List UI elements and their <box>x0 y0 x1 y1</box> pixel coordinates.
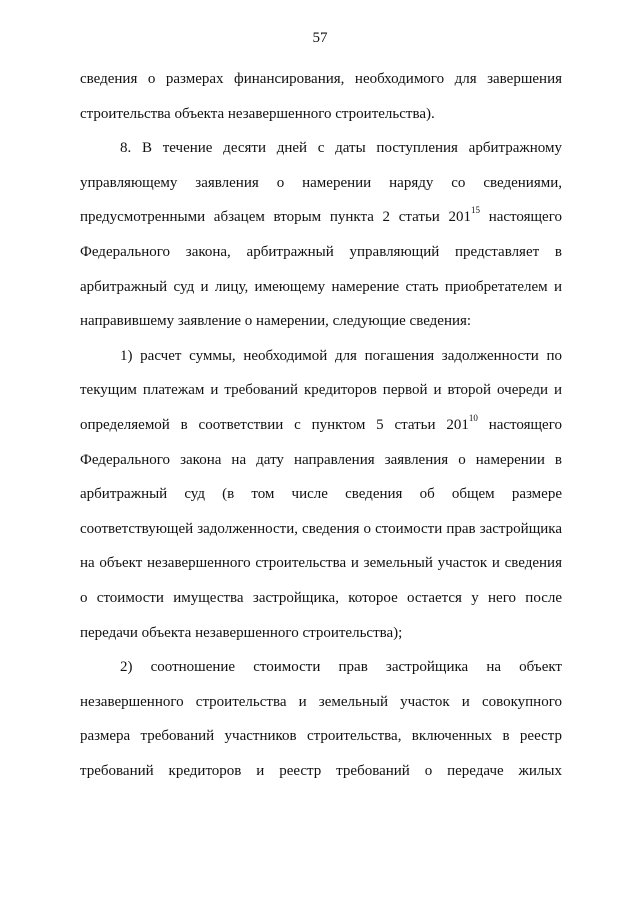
line-text: предусмотренными абзацем вторым пункта 2 статьи 201 <box>80 209 472 226</box>
text-line-with-superscript <box>80 200 562 235</box>
text-line: на объект незавершенного строительства и земельный участок и сведения <box>80 555 562 572</box>
line-text: настоящего <box>477 416 562 433</box>
article-superscript: 15 <box>471 205 481 216</box>
line-text: определяемой в соответствии с пунктом 5 статьи 201 <box>80 416 469 433</box>
article-superscript: 10 <box>468 412 478 423</box>
text-line: о стоимости имущества застройщика, которое остается у него после <box>80 589 562 606</box>
text-line: передачи объекта незавершенного строительства); <box>80 624 403 641</box>
document-body <box>80 62 562 788</box>
item-2-line: 2) соотношение стоимости прав застройщика на объект <box>120 659 562 676</box>
text-line: арбитражный суд и лицу, имеющему намерение стать приобретателем и <box>80 278 562 295</box>
text-line: соответствующей задолженности, сведения о стоимости прав застройщика <box>80 520 562 537</box>
text-line: направившему заявление о намерении, следующие сведения: <box>80 313 472 330</box>
item-1-line: 1) расчет суммы, необходимой для погашения задолженности по <box>120 347 562 364</box>
page-number: 57 <box>312 30 328 46</box>
text-line: Федерального закона на дату направления заявления о намерении в <box>80 451 562 468</box>
text-line: арбитражный суд (в том числе сведения об общем размере <box>80 486 562 503</box>
paragraph-8-line: 8. В течение десяти дней с даты поступления арбитражному <box>120 140 562 157</box>
text-line: сведения о размерах финансирования, необходимого для завершения <box>80 71 562 87</box>
text-line: размера требований участников строительства, включенных в реестр <box>80 728 562 745</box>
text-line: управляющему заявления о намерении наряду со сведениями, <box>80 174 562 191</box>
text-line: Федерального закона, арбитражный управляющий представляет в <box>80 243 562 260</box>
text-line: незавершенного строительства и земельный участок и совокупного <box>80 693 562 710</box>
text-line-with-superscript <box>80 408 562 443</box>
text-line: текущим платежам и требований кредиторов первой и второй очереди и <box>80 382 562 399</box>
text-line: строительства объекта незавершенного строительства). <box>80 105 435 122</box>
line-text: настоящего <box>480 209 562 226</box>
text-line: требований кредиторов и реестр требований о передаче жилых <box>80 762 562 779</box>
